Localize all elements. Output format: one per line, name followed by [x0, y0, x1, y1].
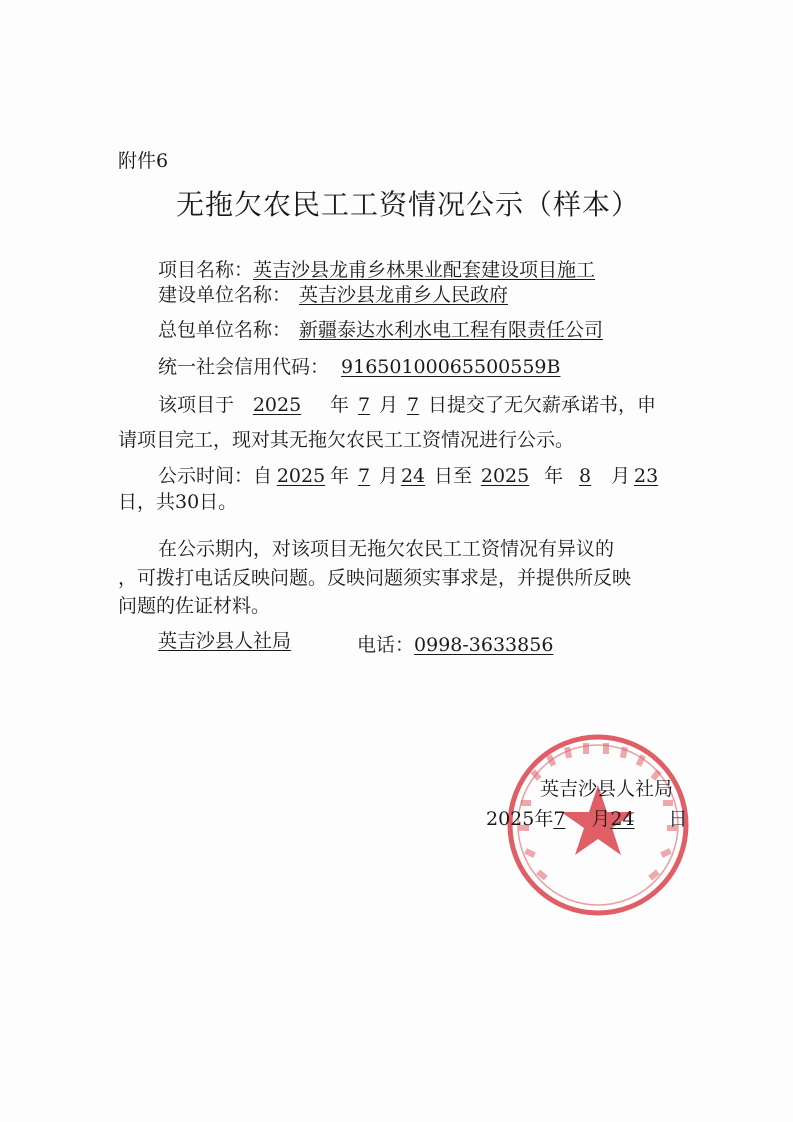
- period-start-year: 2025: [276, 465, 326, 487]
- builder-label: 建设单位名称：: [158, 284, 292, 306]
- period-start-month-unit: 月: [379, 465, 399, 487]
- credit-code-row: [158, 354, 560, 380]
- period-line-2: 日，共30日。: [118, 491, 238, 513]
- project-name-row: [158, 257, 595, 283]
- page-title: 无拖欠农民工工资情况公示（样本）: [176, 188, 641, 221]
- attachment-label: 附件6: [118, 150, 169, 172]
- commitment-month-unit: 月: [379, 394, 399, 416]
- signature-office: 英吉沙县人社局: [540, 778, 674, 800]
- contractor-label: 总包单位名称：: [158, 319, 292, 341]
- period-start-month: 7: [357, 465, 371, 487]
- credit-code-value: 91650100065500559B: [341, 356, 561, 378]
- signature-day-unit: 日: [668, 808, 688, 830]
- commitment-suffix: 日提交了无欠薪承诺书，申: [428, 394, 657, 416]
- period-prefix: 公示时间：自: [158, 465, 273, 487]
- signature-month-unit: 月: [591, 808, 611, 830]
- commitment-prefix: 该项目于: [158, 394, 235, 416]
- signature-date: [486, 806, 687, 832]
- contact-office: 英吉沙县人社局: [158, 630, 292, 652]
- period-line-1: [158, 463, 662, 489]
- contractor-value: 新疆泰达水利水电工程有限责任公司: [299, 319, 604, 341]
- contact-phone-label: 电话：: [357, 634, 415, 656]
- commitment-line-1: [158, 392, 656, 418]
- period-to: 日至: [434, 465, 473, 487]
- signature-year: 2025: [486, 808, 535, 830]
- commitment-month: 7: [357, 394, 371, 416]
- commitment-line-2: 请项目完工，现对其无拖欠农民工工资情况进行公示。: [118, 429, 575, 451]
- period-start-year-unit: 年: [330, 465, 350, 487]
- period-end-year-unit: 年: [544, 465, 564, 487]
- builder-value: 英吉沙县龙甫乡人民政府: [299, 284, 509, 306]
- contractor-row: [158, 317, 603, 343]
- contact-phone-number: 0998-3633856: [414, 634, 554, 656]
- project-name-value: 英吉沙县龙甫乡林果业配套建设项目施工: [253, 259, 596, 281]
- period-end-year: 2025: [480, 465, 530, 487]
- commitment-day: 7: [407, 394, 420, 416]
- credit-code-label: 统一社会信用代码：: [158, 356, 330, 378]
- signature-year-unit: 年: [534, 808, 554, 830]
- signature-month: 7: [553, 808, 566, 830]
- commitment-year: 2025: [252, 394, 302, 416]
- period-end-month-unit: 月: [611, 465, 631, 487]
- objection-line-3: 问题的佐证材料。: [118, 595, 271, 617]
- project-name-label: 项目名称：: [158, 259, 254, 281]
- period-end-month: 8: [579, 465, 592, 487]
- contact-phone-row: [357, 632, 553, 658]
- period-start-day: 24: [400, 465, 426, 487]
- objection-line-1: 在公示期内，对该项目无拖欠农民工工资情况有异议的: [158, 538, 615, 560]
- objection-line-2: ，可拨打电话反映问题。反映问题须实事求是，并提供所反映: [118, 567, 632, 589]
- commitment-year-unit: 年: [330, 394, 350, 416]
- signature-day: 24: [610, 808, 635, 830]
- period-end-day: 23: [634, 465, 659, 487]
- builder-row: [158, 282, 508, 308]
